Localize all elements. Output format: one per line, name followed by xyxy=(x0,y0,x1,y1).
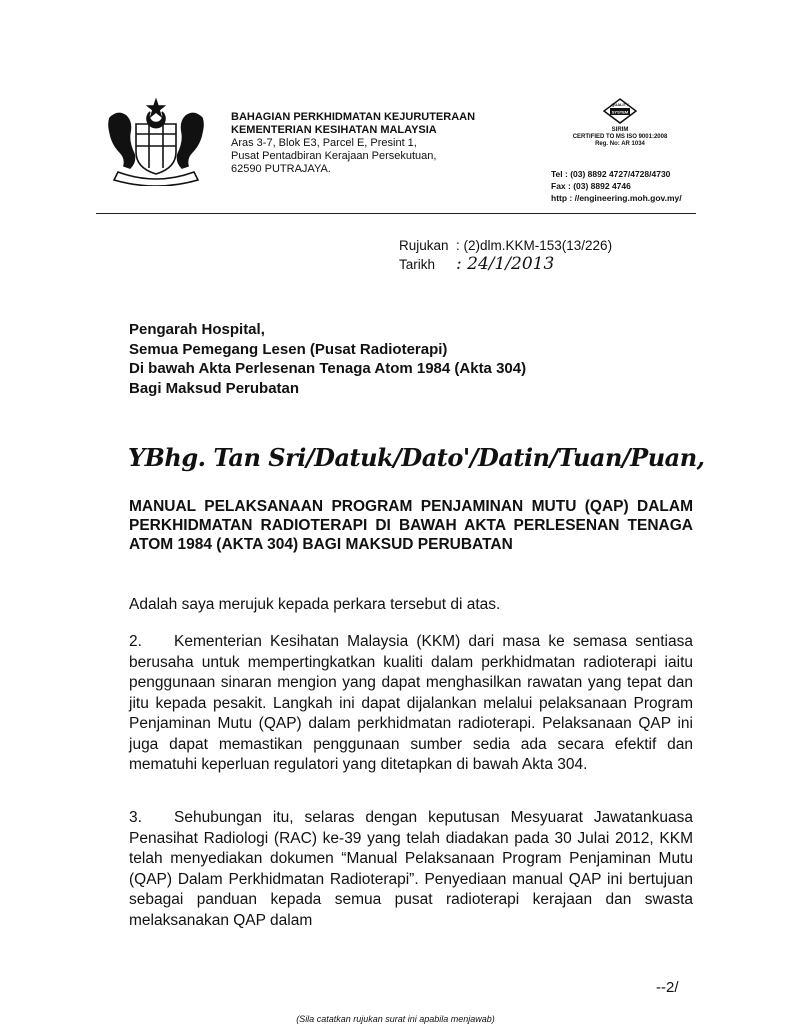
addressee-line: Di bawah Akta Perlesenan Tenaga Atom 1984 (Akta 304) xyxy=(129,360,527,377)
telephone: Tel : (03) 8892 4727/4728/4730 xyxy=(551,169,671,179)
letterhead-address xyxy=(231,111,475,176)
quality-certification xyxy=(555,98,685,148)
salutation: YBhg. Tan Sri/Datuk/Dato'/Datin/Tuan/Puan, xyxy=(128,443,705,472)
contact-block xyxy=(551,168,682,204)
quality-system-logo xyxy=(603,98,637,124)
addressee-block xyxy=(129,320,526,398)
ministry-name: KEMENTERIAN KESIHATAN MALAYSIA xyxy=(231,124,437,136)
address-line: Pusat Pentadbiran Kerajaan Persekutuan, xyxy=(231,150,437,162)
paragraph-text: Kementerian Kesihatan Malaysia (KKM) dari masa ke semasa sentiasa berusaha untuk mempertingkatkan kualiti dalam perkhidmatan radioterapi iaitu penggunaan sinaran mengion yang dapat menghasilkan rawatan yang tepat dan jitu kepada pesakit. Langkah ini dapat dijalankan melalui pelaksanaan Program Penjaminan Mutu (QAP) dalam perkhidmatan radioterapi. Pelaksanaan QAP ini juga dapat memastikan penggunaan sumber sedia ada secara efektif dan mematuhi keperluan regulatori yang ditetapkan di bawah Akta 304. xyxy=(129,633,693,773)
page-number: --2/ xyxy=(656,979,679,996)
intro-paragraph: Adalah saya merujuk kepada perkara tersebut di atas. xyxy=(129,596,501,613)
coat-of-arms-logo xyxy=(100,98,212,186)
paragraph-number: 3. xyxy=(129,809,142,826)
tarikh-value: : 24/1/2013 xyxy=(456,254,555,274)
tarikh-label: Tarikh xyxy=(399,257,436,272)
paragraph-text: Sehubungan itu, selaras dengan keputusan Mesyuarat Jawatankuasa Penasihat Radiologi (RAC) ke-39 yang telah diadakan pada 30 Julai 2012, KKM telah menyediakan dokumen “Manual Pelaksanaan Program Penjaminan Mutu (QAP) Dalam Perkhidmatan Radioterapi”. Penyediaan manual QAP ini bertujuan sebagai panduan kepada semua pusat radioterapi kerajaan dan swasta melaksanakan QAP dalam xyxy=(129,809,693,929)
footer-note: (Sila catatkan rujukan surat ini apabila menjawab) xyxy=(296,1014,495,1024)
rujukan-value: : (2)dlm.KKM-153(13/226) xyxy=(456,238,613,253)
org-name: BAHAGIAN PERKHIDMATAN KEJURUTERAAN xyxy=(231,111,476,123)
addressee-line: Semua Pemegang Lesen (Pusat Radioterapi) xyxy=(129,340,448,358)
rujukan-label: Rujukan xyxy=(399,238,449,253)
subject-heading: MANUAL PELAKSANAAN PROGRAM PENJAMINAN MUTU (QAP) DALAM PERKHIDMATAN RADIOTERAPI DI BAWAH AKTA PERLESENAN TENAGA ATOM 1984 (AKTA 304) BAGI MAKSUD PERUBATAN xyxy=(129,498,693,553)
address-line: Aras 3-7, Blok E3, Parcel E, Presint 1, xyxy=(231,137,417,149)
sirim-label: SIRIM xyxy=(611,127,629,133)
tarikh-row xyxy=(399,255,612,274)
fax: Fax : (03) 8892 4746 xyxy=(551,181,631,191)
paragraph-number: 2. xyxy=(129,633,142,650)
address-line: 62590 PUTRAJAYA. xyxy=(231,163,331,175)
svg-text:QUALITY: QUALITY xyxy=(611,102,629,107)
website: http : //engineering.moh.gov.my/ xyxy=(551,193,682,203)
reference-block xyxy=(399,236,612,274)
paragraph-3 xyxy=(129,808,693,931)
svg-text:SYSTEM: SYSTEM xyxy=(611,109,629,115)
rujukan-row xyxy=(399,236,612,255)
addressee-line: Bagi Maksud Perubatan xyxy=(129,379,300,397)
certified-label: CERTIFIED TO MS ISO 9001:2008 xyxy=(572,134,668,140)
addressee-line: Pengarah Hospital, xyxy=(129,321,265,338)
letterhead-divider xyxy=(96,213,696,214)
reg-number: Reg. No: AR 1034 xyxy=(595,141,645,147)
paragraph-2 xyxy=(129,632,693,776)
